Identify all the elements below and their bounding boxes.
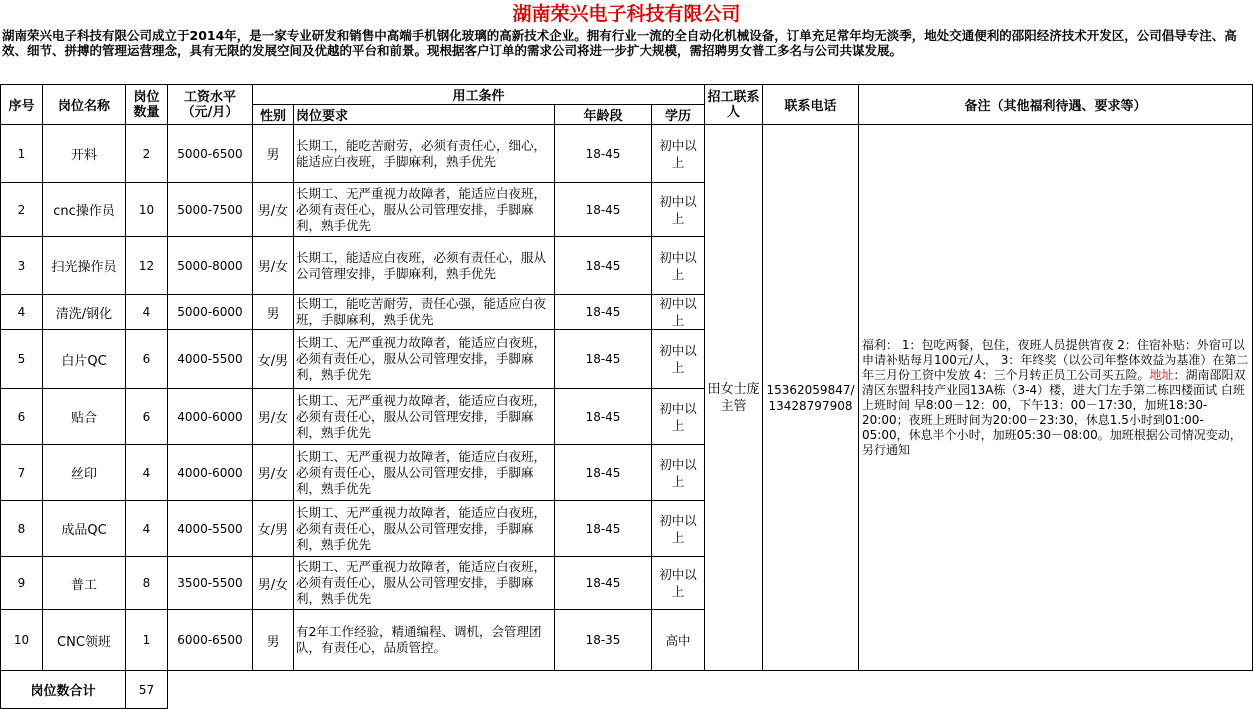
row-gender: 男/女: [253, 389, 294, 445]
row-education: 初中以上: [652, 183, 705, 237]
row-count: 4: [126, 295, 168, 330]
header-age: 年龄段: [555, 105, 652, 125]
row-salary: 5000-7500: [168, 183, 253, 237]
row-count: 10: [126, 183, 168, 237]
row-age: 18-45: [555, 501, 652, 557]
row-position-name: 白片QC: [43, 330, 126, 389]
row-salary: 4000-6000: [168, 389, 253, 445]
row-position-name: 贴合: [43, 389, 126, 445]
row-count: 8: [126, 557, 168, 610]
row-count: 12: [126, 237, 168, 295]
address-label: 地址: [1149, 367, 1174, 382]
header-gender: 性别: [253, 105, 294, 125]
row-requirements: 长期工、无严重视力故障者，能适应白夜班，必须有责任心，服从公司管理安排，手脚麻利，熟手优先: [294, 557, 555, 610]
row-index: 5: [1, 330, 43, 389]
total-label: 岗位数合计: [1, 671, 126, 709]
row-index: 7: [1, 445, 43, 501]
row-gender: 男/女: [253, 557, 294, 610]
row-index: 3: [1, 237, 43, 295]
row-position-name: 扫光操作员: [43, 237, 126, 295]
row-education: 初中以上: [652, 237, 705, 295]
row-education: 初中以上: [652, 445, 705, 501]
row-salary: 5000-6000: [168, 295, 253, 330]
row-requirements: 长期工，能吃苦耐劳，责任心强，能适应白夜班，手脚麻利，熟手优先: [294, 295, 555, 330]
row-requirements: 长期工、无严重视力故障者，能适应白夜班，必须有责任心，服从公司管理安排，手脚麻利，熟手优先: [294, 445, 555, 501]
header-index: 序号: [1, 85, 43, 125]
row-index: 1: [1, 125, 43, 183]
row-count: 1: [126, 610, 168, 671]
row-position-name: 清洗/钢化: [43, 295, 126, 330]
row-count: 2: [126, 125, 168, 183]
row-requirements: 长期工、无严重视力故障者，能适应白夜班，必须有责任心，服从公司管理安排，手脚麻利，熟手优先: [294, 389, 555, 445]
row-position-name: 丝印: [43, 445, 126, 501]
row-age: 18-35: [555, 610, 652, 671]
row-position-name: CNC领班: [43, 610, 126, 671]
row-index: 10: [1, 610, 43, 671]
row-age: 18-45: [555, 330, 652, 389]
company-intro: 湖南荣兴电子科技有限公司成立于2014年，是一家专业研发和销售中高端手机钢化玻璃的高新技术企业。拥有行业一流的全自动化机械设备，订单充足常年均无淡季，地处交通便利的邵阳经济技术开发区，公司倡导专注、高效、细节、拼搏的管理运营理念，具有无限的发展空间及优越的平台和前景。现根据客户订单的需求公司将进一步扩大规模，需招聘男女普工多名与公司共谋发展。: [2, 28, 1237, 58]
row-gender: 男/女: [253, 237, 294, 295]
header-education: 学历: [652, 105, 705, 125]
row-requirements: 有2年工作经验，精通编程、调机，会管理团队，有责任心，品质管控。: [294, 610, 555, 671]
row-position-name: 成品QC: [43, 501, 126, 557]
row-requirements: 长期工，能吃苦耐劳，必须有责任心，细心，能适应白夜班，手脚麻利，熟手优先: [294, 125, 555, 183]
header-requirements: 岗位要求: [294, 105, 555, 125]
row-age: 18-45: [555, 389, 652, 445]
row-salary: 3500-5500: [168, 557, 253, 610]
row-salary: 5000-8000: [168, 237, 253, 295]
row-requirements: 长期工、无严重视力故障者，能适应白夜班，必须有责任心，服从公司管理安排，手脚麻利，熟手优先: [294, 183, 555, 237]
row-index: 8: [1, 501, 43, 557]
header-phone: 联系电话: [763, 85, 859, 125]
row-age: 18-45: [555, 183, 652, 237]
row-age: 18-45: [555, 445, 652, 501]
row-gender: 男: [253, 125, 294, 183]
row-requirements: 长期工、无严重视力故障者，能适应白夜班，必须有责任心，服从公司管理安排，手脚麻利，熟手优先: [294, 330, 555, 389]
row-education: 初中以上: [652, 501, 705, 557]
row-count: 4: [126, 501, 168, 557]
row-position-name: cnc操作员: [43, 183, 126, 237]
row-education: 初中以上: [652, 330, 705, 389]
row-salary: 5000-6500: [168, 125, 253, 183]
row-gender: 男/女: [253, 183, 294, 237]
row-gender: 男: [253, 295, 294, 330]
row-count: 6: [126, 389, 168, 445]
row-gender: 男/女: [253, 445, 294, 501]
header-count: 岗位数量: [126, 85, 168, 125]
row-index: 4: [1, 295, 43, 330]
header-remarks: 备注（其他福利待遇、要求等）: [859, 85, 1253, 125]
row-salary: 4000-6000: [168, 445, 253, 501]
row-age: 18-45: [555, 295, 652, 330]
row-age: 18-45: [555, 557, 652, 610]
row-count: 4: [126, 445, 168, 501]
row-gender: 女/男: [253, 501, 294, 557]
row-salary: 6000-6500: [168, 610, 253, 671]
row-gender: 女/男: [253, 330, 294, 389]
row-index: 2: [1, 183, 43, 237]
row-requirements: 长期工、无严重视力故障者，能适应白夜班，必须有责任心，服从公司管理安排，手脚麻利，熟手优先: [294, 501, 555, 557]
header-conditions: 用工条件: [253, 85, 705, 105]
header-contact: 招工联系人: [705, 85, 763, 125]
row-education: 初中以上: [652, 125, 705, 183]
row-requirements: 长期工，能适应白夜班，必须有责任心，服从公司管理安排，手脚麻利，熟手优先: [294, 237, 555, 295]
address-text: ：湖南邵阳双清区东盟科技产业园13A栋（3-4）楼，进大门左手第二栋四楼面试 白班上班时间 早8:00－12：00，下午13：00－17:30，加班18:30-20:00；夜班上班时间为20:00－23:30，休息1.5小时到01:00-05:00，休息半个小时，加班05:30－08:00。加班根据公司情况变动，另行通知: [862, 367, 1246, 457]
row-education: 初中以上: [652, 295, 705, 330]
header-salary: 工资水平（元/月）: [168, 85, 253, 125]
table-row: [1, 125, 1253, 183]
remarks-cell: [859, 125, 1253, 671]
row-position-name: 普工: [43, 557, 126, 610]
row-index: 6: [1, 389, 43, 445]
total-value: 57: [126, 671, 168, 709]
total-blank: [168, 671, 1253, 709]
row-education: 初中以上: [652, 557, 705, 610]
row-salary: 4000-5500: [168, 501, 253, 557]
total-row: [1, 671, 1253, 709]
row-count: 6: [126, 330, 168, 389]
row-gender: 男: [253, 610, 294, 671]
row-index: 9: [1, 557, 43, 610]
row-age: 18-45: [555, 237, 652, 295]
company-title: 湖南荣兴电子科技有限公司: [512, 3, 741, 25]
row-age: 18-45: [555, 125, 652, 183]
contact-phone: 15362059847/13428797908: [763, 125, 859, 671]
row-education: 初中以上: [652, 389, 705, 445]
welfare-text: 福利： 1：包吃两餐，包住，夜班人员提供宵夜 2：住宿补贴：外宿可以申请补贴每月100元/人， 3：年终奖（以公司年整体效益为基准）在第二年三月份工资中发放 4：三个月转正员工公司买五险。: [862, 337, 1249, 382]
row-education: 高中: [652, 610, 705, 671]
header-position: 岗位名称: [43, 85, 126, 125]
row-position-name: 开料: [43, 125, 126, 183]
recruitment-table: [0, 84, 1253, 709]
row-salary: 4000-5500: [168, 330, 253, 389]
contact-person: 田女士庞主管: [705, 125, 763, 671]
